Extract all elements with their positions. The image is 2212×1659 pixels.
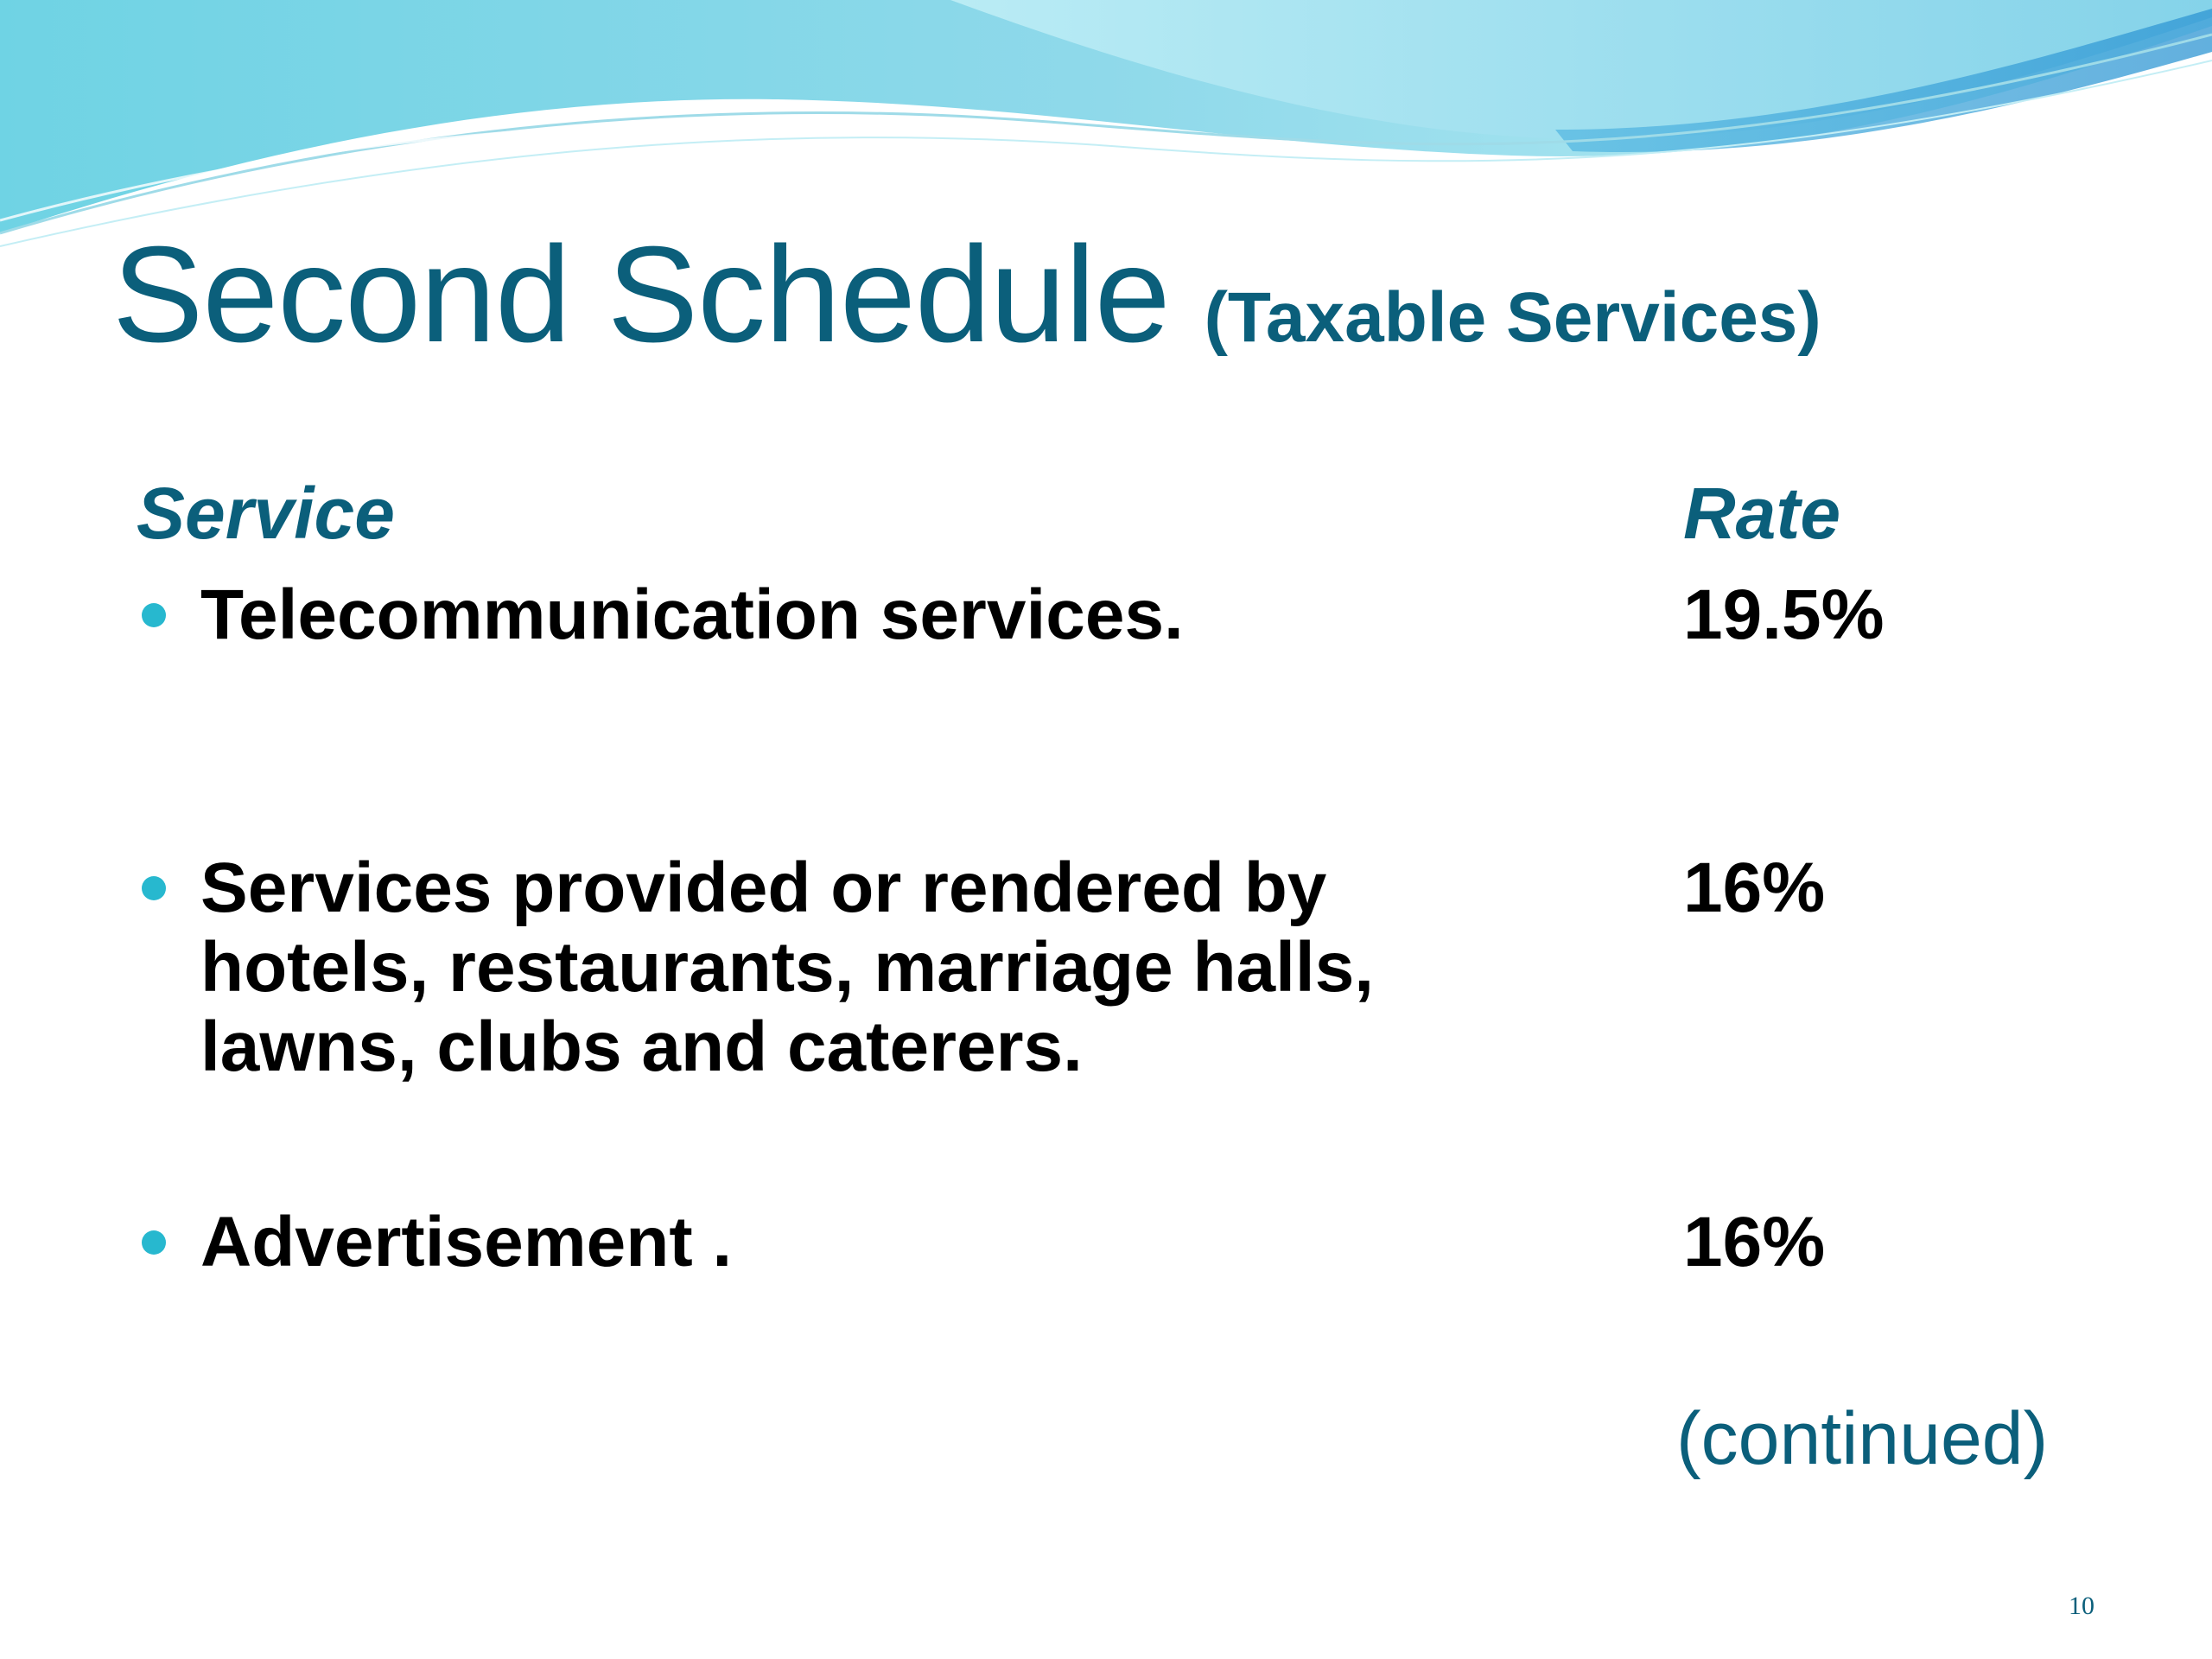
- bullet-icon: [142, 876, 166, 900]
- title-main: Second Schedule: [112, 219, 1170, 371]
- column-header-rate: Rate: [1683, 473, 1841, 554]
- service-text: Services provided or rendered by hotels, restaurants, marriage halls, lawns, clubs and caterers.: [200, 849, 1375, 1086]
- slide-title: [112, 219, 1821, 371]
- bullet-icon: [142, 1230, 166, 1255]
- bullet-icon: [142, 603, 166, 627]
- title-subtitle: (Taxable Services): [1204, 278, 1821, 357]
- continued-label: (continued): [1676, 1397, 2049, 1480]
- rate-value: 16%: [1683, 1203, 1826, 1281]
- rate-value: 16%: [1683, 849, 1826, 927]
- service-text: Advertisement .: [200, 1203, 733, 1281]
- page-number: 10: [2069, 1592, 2094, 1620]
- rate-value: 19.5%: [1683, 575, 1885, 654]
- column-header-service: Service: [137, 473, 395, 554]
- service-text: Telecommunication services.: [200, 575, 1184, 654]
